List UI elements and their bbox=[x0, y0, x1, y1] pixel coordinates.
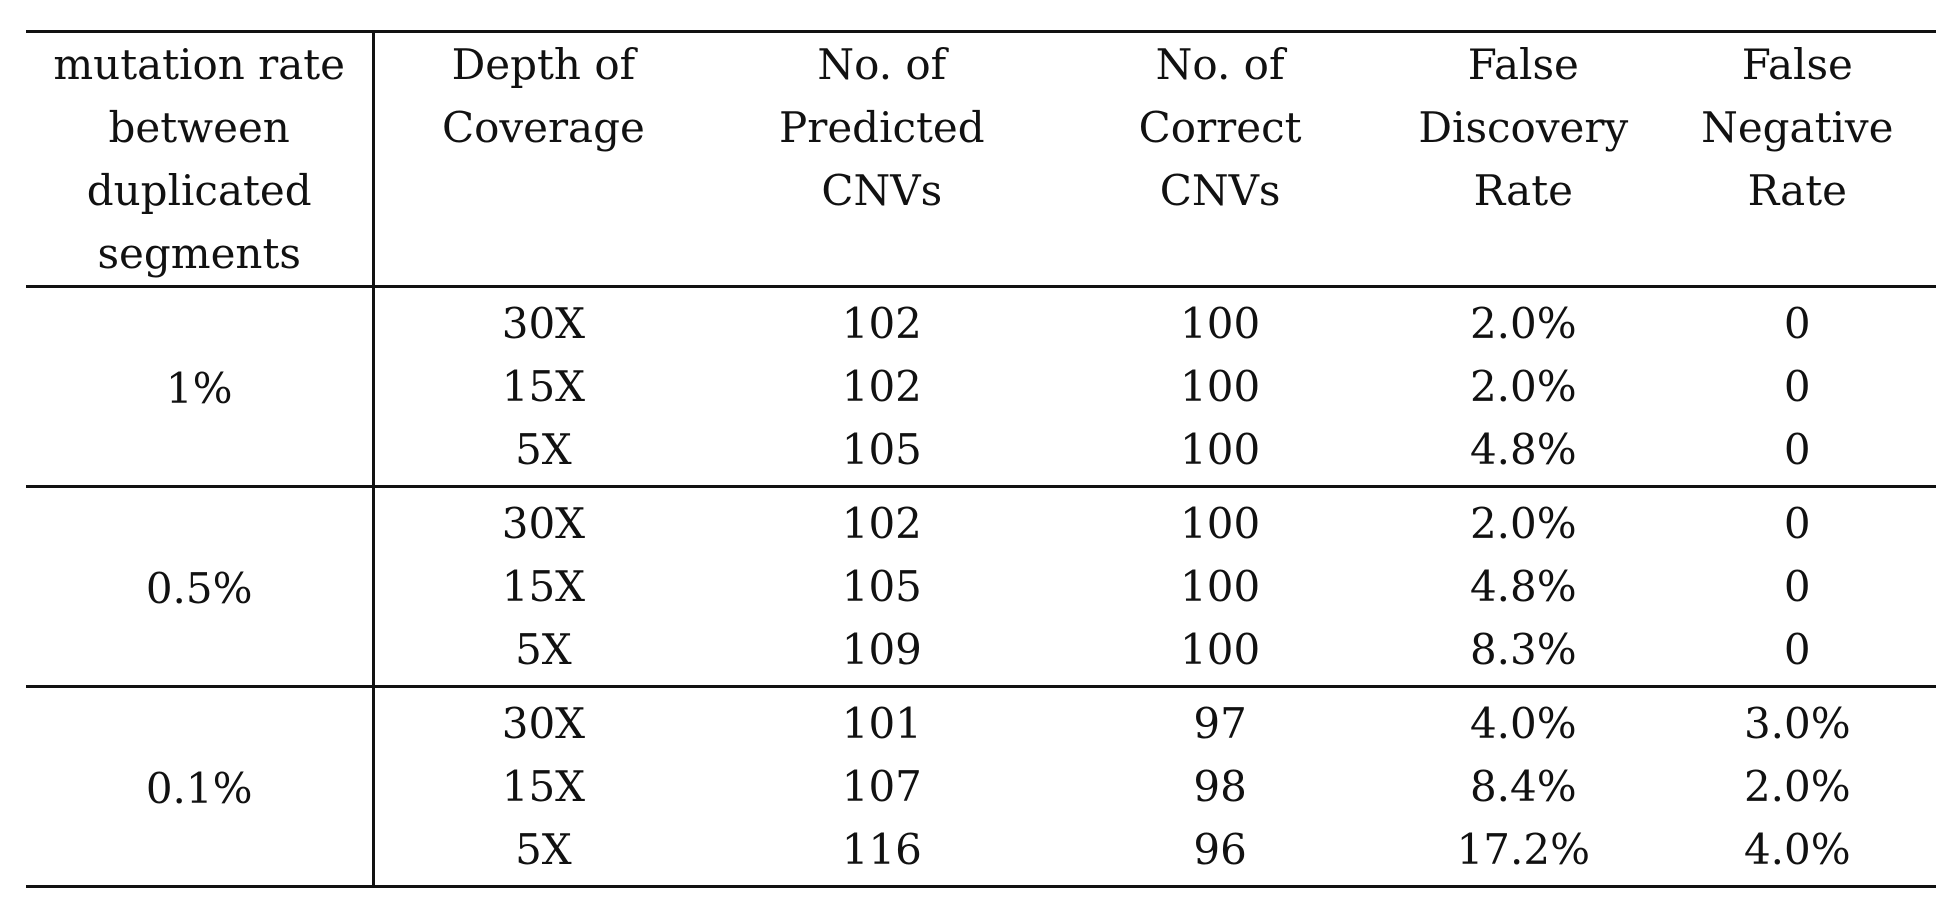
depth-cell: 5X bbox=[515, 624, 572, 674]
header-line: False bbox=[1741, 40, 1853, 89]
fdr-cell: 8.3% bbox=[1469, 624, 1577, 674]
correct-cell: 100 bbox=[1180, 298, 1261, 348]
fnr-cell: 0 bbox=[1783, 624, 1811, 674]
header-line: Rate bbox=[1747, 166, 1847, 215]
fnr-cell: 0 bbox=[1783, 424, 1811, 474]
predicted-cell: 107 bbox=[841, 761, 922, 811]
correct-cell: 100 bbox=[1180, 424, 1261, 474]
fdr-cell: 17.2% bbox=[1456, 824, 1590, 874]
depth-cell: 30X bbox=[501, 698, 586, 748]
header-predicted-cnvs bbox=[711, 32, 1052, 287]
fdr-cell: 8.4% bbox=[1469, 761, 1577, 811]
header-line: Depth of bbox=[451, 40, 636, 89]
depth-cell: 30X bbox=[501, 498, 586, 548]
predicted-cell: 102 bbox=[841, 498, 922, 548]
header-line: No. of bbox=[817, 40, 947, 89]
fdr-cell: 4.8% bbox=[1469, 561, 1577, 611]
correct-cell: 100 bbox=[1180, 361, 1261, 411]
predicted-cell: 105 bbox=[841, 561, 922, 611]
table-row bbox=[26, 287, 1936, 356]
fdr-cell: 2.0% bbox=[1469, 298, 1577, 348]
fnr-cell: 4.0% bbox=[1743, 824, 1851, 874]
fnr-cell: 0 bbox=[1783, 361, 1811, 411]
mutation-rate-cell: 1% bbox=[26, 287, 374, 487]
fnr-cell: 0 bbox=[1783, 561, 1811, 611]
header-false-negative-rate bbox=[1659, 32, 1936, 287]
predicted-cell: 102 bbox=[841, 298, 922, 348]
depth-cell: 15X bbox=[501, 761, 586, 811]
header-row bbox=[26, 32, 1936, 287]
header-false-discovery-rate bbox=[1388, 32, 1659, 287]
correct-cell: 98 bbox=[1193, 761, 1247, 811]
header-line: between bbox=[108, 103, 290, 152]
depth-cell: 15X bbox=[501, 561, 586, 611]
table-row bbox=[26, 687, 1936, 756]
header-line: Discovery bbox=[1418, 103, 1629, 152]
header-depth-of-coverage bbox=[374, 32, 712, 287]
correct-cell: 100 bbox=[1180, 498, 1261, 548]
mutation-rate-cell: 0.1% bbox=[26, 687, 374, 887]
header-line: CNVs bbox=[821, 166, 943, 215]
table-row bbox=[26, 487, 1936, 556]
fnr-cell: 2.0% bbox=[1743, 761, 1851, 811]
correct-cell: 97 bbox=[1193, 698, 1247, 748]
fdr-cell: 2.0% bbox=[1469, 498, 1577, 548]
correct-cell: 100 bbox=[1180, 624, 1261, 674]
header-line: Correct bbox=[1138, 103, 1302, 152]
predicted-cell: 109 bbox=[841, 624, 922, 674]
rate-group-2 bbox=[26, 487, 1936, 687]
header-line: CNVs bbox=[1159, 166, 1281, 215]
header-line: Rate bbox=[1473, 166, 1573, 215]
depth-cell: 15X bbox=[501, 361, 586, 411]
predicted-cell: 102 bbox=[841, 361, 922, 411]
fdr-cell: 4.8% bbox=[1469, 424, 1577, 474]
mutation-rate-cell: 0.5% bbox=[26, 487, 374, 687]
depth-cell: 5X bbox=[515, 424, 572, 474]
header-line: duplicated bbox=[86, 166, 312, 215]
fdr-cell: 2.0% bbox=[1469, 361, 1577, 411]
fnr-cell: 0 bbox=[1783, 498, 1811, 548]
cnv-results-table bbox=[26, 30, 1936, 888]
header-line: No. of bbox=[1155, 40, 1285, 89]
header-line: mutation rate bbox=[53, 40, 346, 89]
depth-cell: 30X bbox=[501, 298, 586, 348]
rate-group-3 bbox=[26, 687, 1936, 887]
rate-group-1 bbox=[26, 287, 1936, 487]
fnr-cell: 0 bbox=[1783, 298, 1811, 348]
correct-cell: 96 bbox=[1193, 824, 1247, 874]
header-correct-cnvs bbox=[1052, 32, 1388, 287]
correct-cell: 100 bbox=[1180, 561, 1261, 611]
predicted-cell: 116 bbox=[841, 824, 922, 874]
fnr-cell: 3.0% bbox=[1743, 698, 1851, 748]
fdr-cell: 4.0% bbox=[1469, 698, 1577, 748]
header-mutation-rate bbox=[26, 32, 374, 287]
header-line: segments bbox=[97, 229, 301, 278]
predicted-cell: 101 bbox=[841, 698, 922, 748]
header-line: Predicted bbox=[778, 103, 985, 152]
results-table-container bbox=[26, 30, 1936, 888]
predicted-cell: 105 bbox=[841, 424, 922, 474]
header-line: Negative bbox=[1701, 103, 1894, 152]
header-line: Coverage bbox=[441, 103, 645, 152]
depth-cell: 5X bbox=[515, 824, 572, 874]
table-header bbox=[26, 32, 1936, 287]
header-line: False bbox=[1467, 40, 1579, 89]
